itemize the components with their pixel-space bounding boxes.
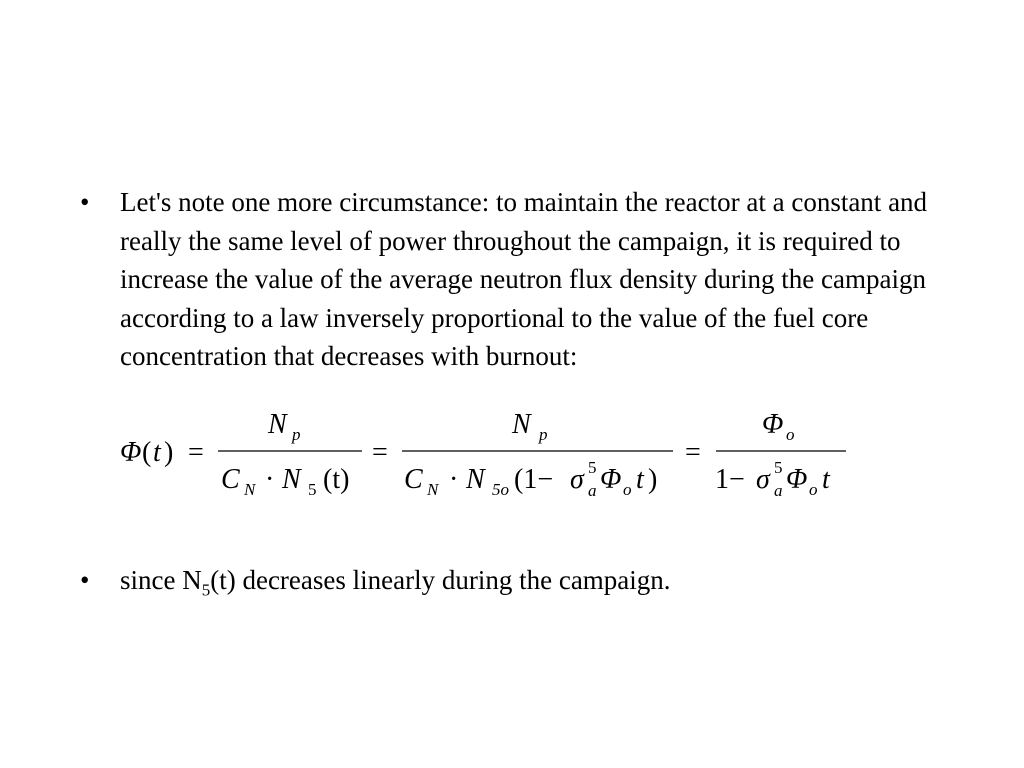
flux-formula [118,403,878,503]
frac3-num-sub: o [786,425,795,444]
formula-equals-2: = [372,437,388,468]
frac1-den-N-sub: 5 [308,480,317,499]
frac3-den-t: t [822,464,830,495]
bullet-item-2 [80,561,940,610]
frac3-den-sigma-sub: a [774,481,783,500]
formula-lhs-t: t [153,437,161,468]
formula-lhs-open-paren: ( [142,437,152,468]
frac3-den-one: 1− [715,464,745,495]
frac2-den-dot: · [449,464,459,495]
frac2-den-t: t [636,464,644,495]
frac1-num-N: N [268,409,287,440]
frac3-den-sigma: σ [756,464,770,495]
frac1-den-C: C [221,464,240,495]
frac2-den-phi: Φ [600,464,622,495]
frac2-den-N-sub: 5o [492,480,509,499]
frac3-den-phi: Φ [786,464,808,495]
bullet-marker: • [80,187,90,217]
frac2-den-sigma: σ [570,464,584,495]
frac2-den-open: (1− [514,464,554,495]
frac2-den-C-sub: N [427,480,439,499]
frac1-den-C-sub: N [244,480,256,499]
frac1-den-dot: · [265,464,275,495]
bullet-text-after: (t) decreases linearly during the campaign. [210,565,671,595]
frac2-den-sigma-sub: a [588,481,597,500]
frac2-den-phi-sub: o [623,480,632,499]
frac2-den-N: N [466,464,485,495]
formula-equals-3: = [685,437,701,468]
formula-equals-1: = [188,437,204,468]
bullet-text [120,561,940,610]
frac2-num-sub: p [539,425,548,444]
bullet-item-1 [80,183,940,376]
frac1-num-sub: p [292,425,301,444]
frac3-num-phi: Φ [762,409,784,440]
bullet-text: Let's note one more circumstance: to maintain the reactor at a constant and really the same level of power throughout the campaign, it is required to increase the value of the average neutron flux density during the campaign according to a law inversely proportional to the value of the fuel core concentration that decreases with burnout: [120,187,928,371]
bullet-text-before: since N [120,565,202,595]
frac1-den-tail: (t) [323,464,350,495]
frac2-den-close: ) [648,464,658,495]
frac2-num-N: N [512,409,531,440]
frac3-den-sigma-sup: 5 [774,458,783,477]
frac1-den-N: N [282,464,301,495]
frac2-den-sigma-sup: 5 [588,458,597,477]
bullet-text-subscript: 5 [201,580,211,600]
formula-lhs-close-paren: ) [164,437,174,468]
formula-lhs-phi: Φ [120,437,142,468]
bullet-marker: • [80,565,90,595]
frac2-den-C: C [404,464,423,495]
frac3-den-phi-sub: o [809,480,818,499]
